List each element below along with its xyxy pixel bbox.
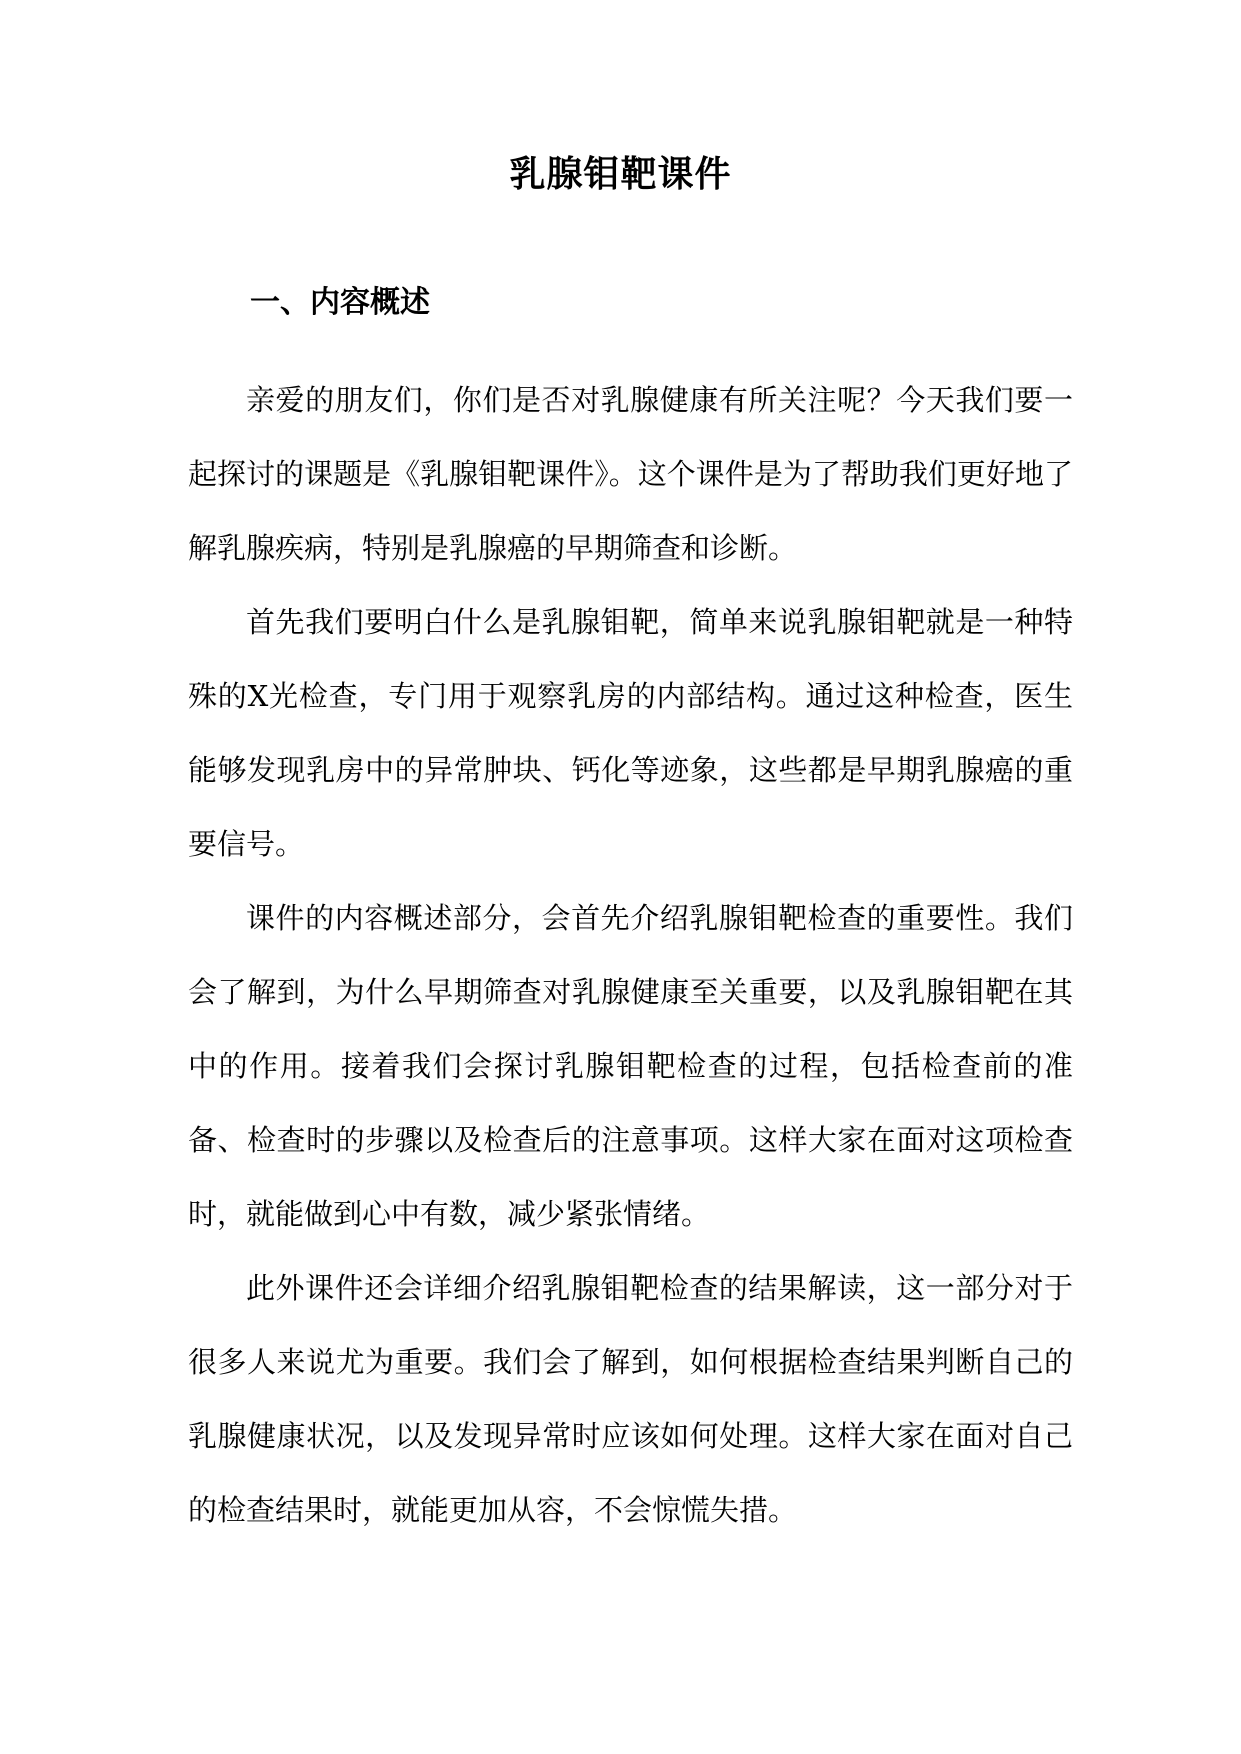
paragraph-4: 此外课件还会详细介绍乳腺钼靶检查的结果解读，这一部分对于很多人来说尤为重要。我们会了解到，如何根据检查结果判断自己的乳腺健康状况，以及发现异常时应该如何处理。这样大家在面对自己的检查结果时，就能更加从容，不会惊慌失措。 — [188, 1271, 1073, 1527]
paragraph-2: 首先我们要明白什么是乳腺钼靶，简单来说乳腺钼靶就是一种特殊的X光检查，专门用于观察乳房的内部结构。通过这种检查，医生能够发现乳房中的异常肿块、钙化等迹象，这些都是早期乳腺癌的重要信号。 — [188, 605, 1073, 861]
paragraph-3: 课件的内容概述部分，会首先介绍乳腺钼靶检查的重要性。我们会了解到，为什么早期筛查对乳腺健康至关重要，以及乳腺钼靶在其中的作用。接着我们会探讨乳腺钼靶检查的过程，包括检查前的准备、检查时的步骤以及检查后的注意事项。这样大家在面对这项检查时，就能做到心中有数，减少紧张情绪。 — [188, 901, 1073, 1231]
document-title: 乳腺钼靶课件 — [509, 154, 732, 195]
section-heading: 一、内容概述 — [250, 285, 430, 320]
body-text — [188, 363, 1073, 1547]
paragraph-1: 亲爱的朋友们，你们是否对乳腺健康有所关注呢？今天我们要一起探讨的课题是《乳腺钼靶课件》。这个课件是为了帮助我们更好地了解乳腺疾病，特别是乳腺癌的早期筛查和诊断。 — [188, 383, 1073, 565]
